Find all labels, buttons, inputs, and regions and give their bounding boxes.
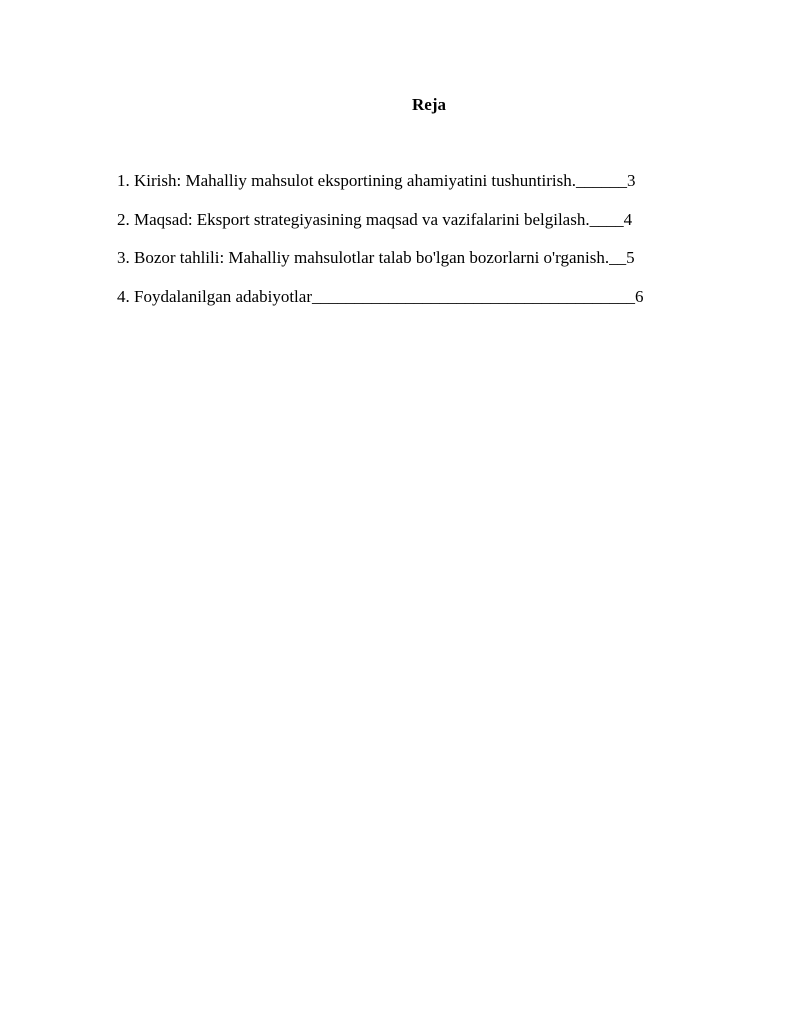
toc-entry-text: 3. Bozor tahlili: Mahalliy mahsulotlar talab bo'lgan bozorlarni o'rganish.: [117, 248, 610, 267]
toc-entry-leader: ______________________________________: [311, 286, 635, 306]
toc-entry-page-number: 3: [626, 171, 636, 190]
toc-entry-page-number: 6: [634, 286, 644, 306]
table-of-contents: [117, 170, 677, 324]
toc-entry-page-number: 4: [623, 209, 633, 229]
toc-entry-leader: ____: [589, 209, 624, 229]
toc-entry-text: 1. Kirish: Mahalliy mahsulot eksportining ahamiyatini tushuntirish.: [117, 171, 576, 190]
toc-entry-leader: __: [609, 248, 627, 267]
toc-entry-leader: ______: [575, 171, 627, 190]
toc-entry-3: [117, 247, 677, 269]
toc-entry-2: [117, 209, 677, 231]
toc-entry-4: [117, 286, 677, 308]
toc-entry-text: 4. Foydalanilgan adabiyotlar: [117, 286, 312, 306]
toc-entry-text: 2. Maqsad: Eksport strategiyasining maqsad va vazifalarini belgilash.: [117, 209, 590, 229]
toc-entry-1: [117, 170, 677, 192]
toc-entry-page-number: 5: [626, 248, 635, 267]
document-title: Reja: [412, 95, 446, 114]
